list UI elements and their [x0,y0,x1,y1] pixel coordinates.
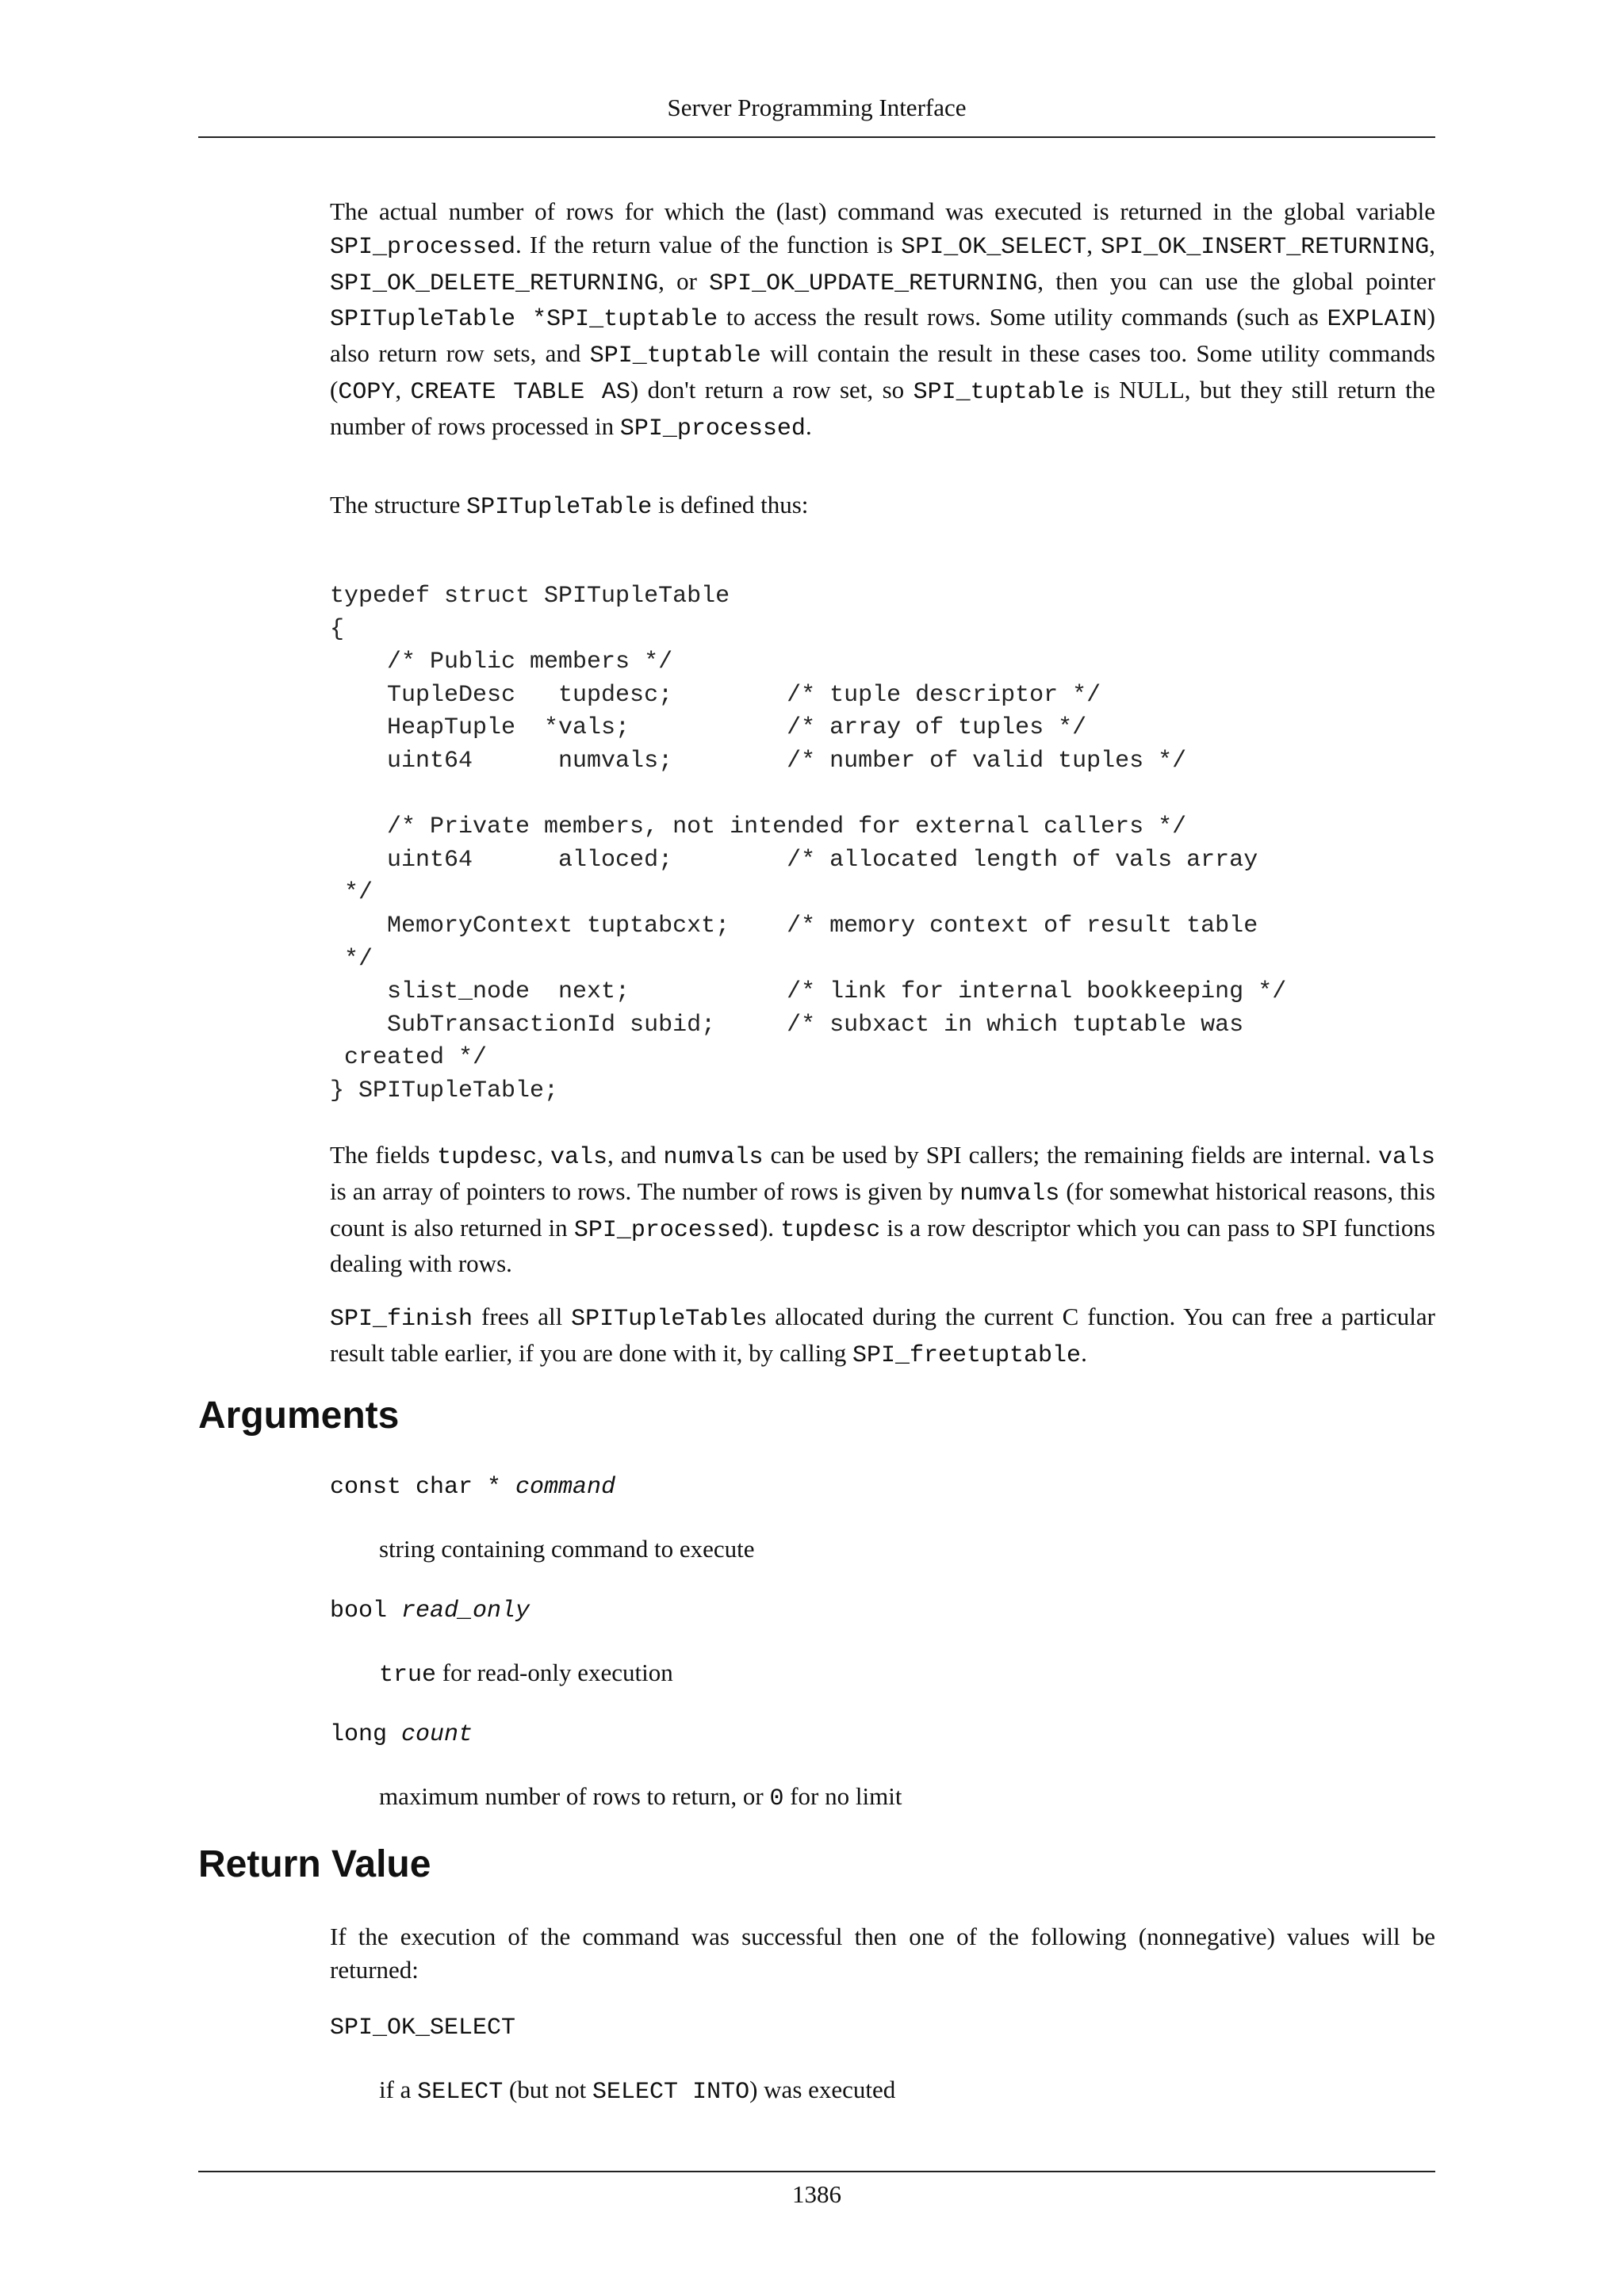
arguments-heading: Arguments [198,1395,400,1437]
argument-read-only-desc: true for read-only execution [379,1659,673,1689]
footer-rule [198,2171,1435,2172]
header-rule [198,136,1435,138]
argument-read-only-term: bool read_only [330,1598,530,1624]
structure-intro-paragraph: The structure SPITupleTable is defined thus: [330,491,809,521]
spi-finish-paragraph: SPI_finish frees all SPITupleTables allocated during the current C function. You can free a particular result table earlier, if you are done with it, by calling SPI_freetuptable. [330,1303,1435,1369]
page-number: 1386 [792,2180,841,2208]
argument-command-desc: string containing command to execute [379,1535,755,1563]
fields-paragraph: The fields tupdesc, vals, and numvals can be used by SPI callers; the remaining fields are internal. vals is an array of pointers to rows. The number of rows is given by numvals (for somewhat historical reasons, this count is also returned in SPI_processed). tupdesc is a row descriptor which you can pass to SPI functions dealing with rows. [330,1141,1436,1278]
argument-count-term: long count [330,1721,473,1748]
rows-processed-paragraph: The actual number of rows for which the (last) command was executed is returned in the global variable SPI_processed. If the return value of the function is SPI_OK_SELECT, SPI_OK_INSERT_RETURNING, SPI_OK_DELETE_RETURNING, or SPI_OK_UPDATE_RETURNING, then you can use the global pointer SPITupleTable *SPI_tuptable to access the result rows. Some utility commands (such as EXPLAIN) also return row sets, and SPI_tuptable will contain the result in these cases too. Some utility commands (COPY, CREATE TABLE AS) don't return a row set, so SPI_tuptable is NULL, but they still return the number of rows processed in SPI_processed. [330,197,1436,442]
return-spi-ok-select-desc: if a SELECT (but not SELECT INTO) was executed [379,2076,896,2106]
return-value-intro: If the execution of the command was successful then one of the following (nonnegative) values will be returned: [330,1923,1435,1984]
argument-count-desc: maximum number of rows to return, or 0 for no limit [379,1782,902,1812]
return-value-heading: Return Value [198,1843,431,1885]
argument-command-term: const char * command [330,1474,616,1501]
running-header: Server Programming Interface [667,94,967,121]
return-spi-ok-select-term: SPI_OK_SELECT [330,2015,516,2042]
spituple-table-code-block: typedef struct SPITupleTable { /* Public members */ TupleDesc tupdesc; /* tuple descriptor */ HeapTuple *vals; /* array of tuples */ uint64 numvals; /* number of valid tuples */ /* Private members, not intended for external callers */ uint64 alloced; /* allocated length of vals array */ MemoryContext tuptabcxt; /* memory context of result table */ slist_node next; /* link for internal bookkeeping */ SubTransactionId subid; /* subxact in which tuptable was created */ } SPITupleTable; [330,583,1287,1104]
